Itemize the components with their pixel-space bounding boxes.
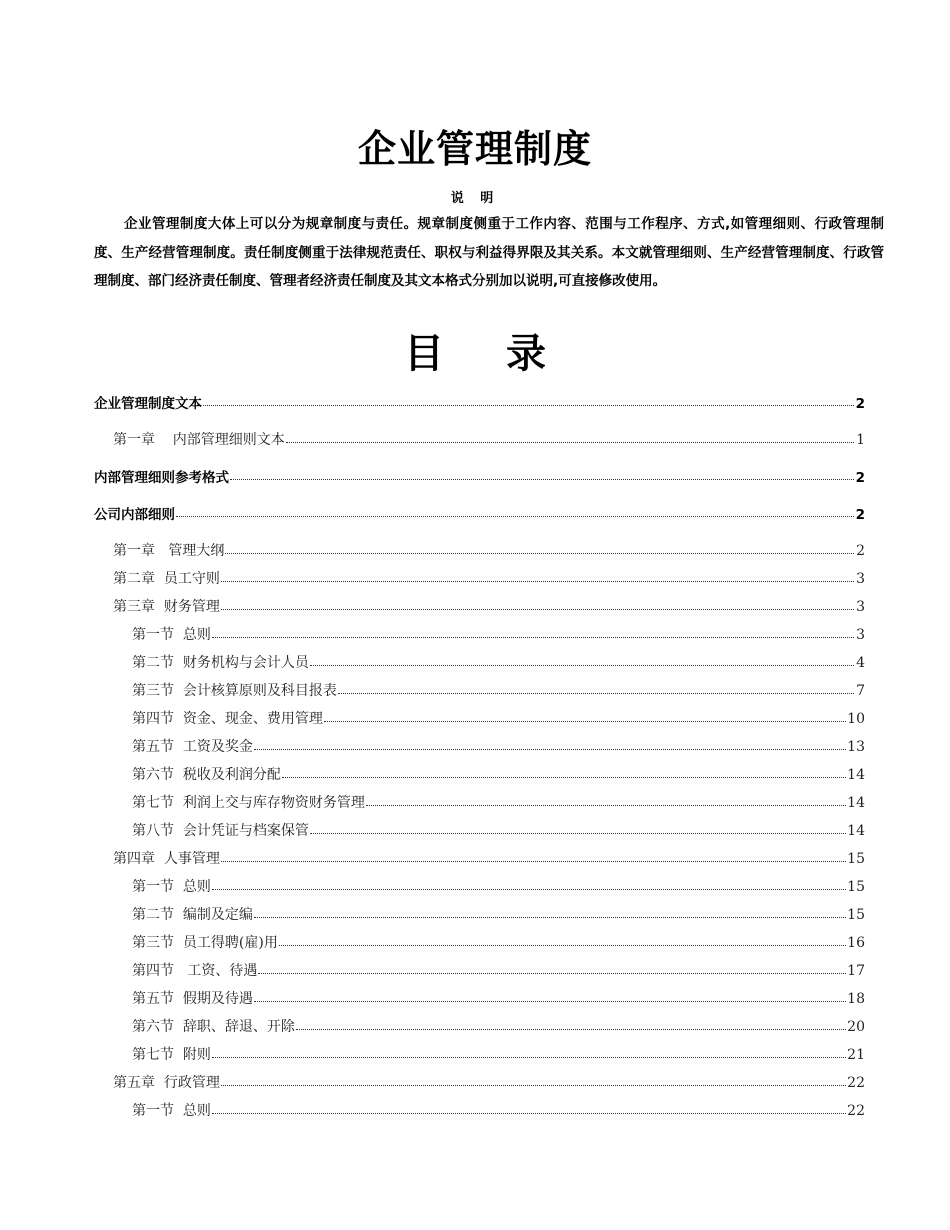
- toc-entry-page-number: 21: [847, 1047, 865, 1063]
- toc-dot-leader: [366, 792, 846, 806]
- toc-entry[interactable]: [113, 596, 865, 616]
- toc-entry[interactable]: [113, 848, 865, 868]
- toc-entry-page-number: 7: [856, 683, 865, 699]
- toc-entry-label: 第一节 总则: [132, 627, 211, 643]
- toc-entry-label: 第七节 利润上交与库存物资财务管理: [132, 795, 365, 811]
- toc-entry-label: 第二节 编制及定编: [132, 907, 253, 923]
- toc-entry[interactable]: [132, 876, 865, 896]
- toc-dot-leader: [254, 736, 846, 750]
- section-subtitle: 说 明: [450, 191, 500, 206]
- toc-entry[interactable]: [132, 1016, 865, 1036]
- toc-entry-label: 第七节 附则: [132, 1047, 211, 1063]
- toc-dot-leader: [338, 680, 854, 694]
- toc-entry-page-number: 15: [847, 851, 865, 867]
- toc-entry-page-number: 14: [847, 823, 865, 839]
- toc-entry-page-number: 14: [847, 767, 865, 783]
- toc-entry-page-number: 13: [847, 739, 865, 755]
- toc-dot-leader: [221, 568, 854, 582]
- toc-entry-label: 第五节 假期及待遇: [132, 991, 253, 1007]
- toc-dot-leader: [286, 429, 854, 443]
- toc-entry-page-number: 2: [855, 507, 865, 523]
- toc-dot-leader: [212, 1044, 846, 1058]
- document-title: 企业管理制度: [357, 127, 592, 171]
- toc-entry-page-number: 2: [855, 396, 865, 412]
- toc-entry-page-number: 1: [856, 432, 865, 448]
- intro-paragraph: 企业管理制度大体上可以分为规章制度与责任。规章制度侧重于工作内容、范围与工作程序、方式,如管理细则、行政管理制度、生产经营管理制度。责任制度侧重于法律规范责任、职权与利益得界限及其关系。本文就管理细则、生产经营管理制度、行政管理制度、部门经济责任制度、管理者经济责任制度及其文本格式分别加以说明,可直接修改使用。: [94, 216, 884, 289]
- toc-entry-label: 第五节 工资及奖金: [132, 739, 253, 755]
- toc-dot-leader: [221, 1072, 846, 1086]
- toc-dot-leader: [176, 503, 854, 517]
- toc-entry-page-number: 3: [856, 571, 865, 587]
- toc-entry-page-number: 18: [847, 991, 865, 1007]
- toc-entry-page-number: 10: [847, 711, 865, 727]
- toc-entry[interactable]: [132, 764, 865, 784]
- toc-entry-page-number: 4: [856, 655, 865, 671]
- toc-entry-label: 第六节 辞职、辞退、开除: [132, 1019, 295, 1035]
- toc-dot-leader: [203, 392, 854, 406]
- toc-entry[interactable]: [132, 988, 865, 1008]
- toc-entry-page-number: 22: [847, 1103, 865, 1119]
- toc-entry-label: 第一节 总则: [132, 1103, 211, 1119]
- toc-entry-label: 第二节 财务机构与会计人员: [132, 655, 309, 671]
- toc-entry-page-number: 22: [847, 1075, 865, 1091]
- toc-dot-leader: [254, 988, 846, 1002]
- toc-dot-leader: [324, 708, 846, 722]
- toc-entry[interactable]: [94, 466, 865, 486]
- toc-title: 目 录: [404, 331, 570, 377]
- toc-entry-label: 第四章 人事管理: [113, 851, 220, 867]
- toc-entry[interactable]: [132, 1100, 865, 1120]
- toc-dot-leader: [254, 904, 846, 918]
- toc-entry-label: 第三节 员工得聘(雇)用: [132, 935, 278, 951]
- toc-entry[interactable]: [132, 820, 865, 840]
- toc-entry[interactable]: [132, 680, 865, 700]
- toc-entry[interactable]: [113, 429, 865, 449]
- toc-dot-leader: [258, 960, 846, 974]
- toc-dot-leader: [221, 596, 854, 610]
- toc-entry-page-number: 17: [847, 963, 865, 979]
- toc-entry-label: 第五章 行政管理: [113, 1075, 220, 1091]
- toc-entry-label: 企业管理制度文本: [94, 396, 202, 412]
- toc-dot-leader: [221, 848, 846, 862]
- toc-entry-label: 第八节 会计凭证与档案保管: [132, 823, 309, 839]
- toc-entry-label: 第二章 员工守则: [113, 571, 220, 587]
- toc-dot-leader: [212, 1100, 846, 1114]
- toc-entry-label: 第三节 会计核算原则及科目报表: [132, 683, 337, 699]
- toc-entry-page-number: 20: [847, 1019, 865, 1035]
- toc-entry[interactable]: [113, 1072, 865, 1092]
- toc-dot-leader: [279, 932, 846, 946]
- toc-entry[interactable]: [132, 708, 865, 728]
- toc-dot-leader: [212, 876, 846, 890]
- toc-entry-label: 第四节 工资、待遇: [132, 963, 258, 979]
- toc-entry-page-number: 2: [856, 543, 865, 559]
- toc-entry-label: 第一章 内部管理细则文本: [113, 432, 285, 448]
- toc-entry[interactable]: [113, 540, 865, 560]
- toc-entry[interactable]: [132, 792, 865, 812]
- toc-entry-label: 第六节 税收及利润分配: [132, 767, 281, 783]
- toc-entry[interactable]: [94, 392, 865, 412]
- toc-entry[interactable]: [132, 624, 865, 644]
- toc-entry-page-number: 15: [847, 879, 865, 895]
- toc-entry-page-number: 15: [847, 907, 865, 923]
- toc-entry[interactable]: [132, 932, 865, 952]
- toc-dot-leader: [225, 540, 854, 554]
- toc-entry[interactable]: [132, 1044, 865, 1064]
- toc-entry[interactable]: [132, 736, 865, 756]
- toc-entry-page-number: 3: [856, 627, 865, 643]
- toc-entry[interactable]: [132, 652, 865, 672]
- toc-entry-page-number: 14: [847, 795, 865, 811]
- toc-dot-leader: [296, 1016, 846, 1030]
- toc-entry-label: 第四节 资金、现金、费用管理: [132, 711, 323, 727]
- toc-dot-leader: [212, 624, 854, 638]
- toc-entry-label: 第三章 财务管理: [113, 599, 220, 615]
- toc-dot-leader: [282, 764, 846, 778]
- toc-entry[interactable]: [113, 568, 865, 588]
- toc-entry-label: 内部管理细则参考格式: [94, 470, 229, 486]
- toc-dot-leader: [230, 466, 854, 480]
- toc-entry[interactable]: [132, 904, 865, 924]
- toc-entry-label: 公司内部细则: [94, 507, 175, 523]
- toc-entry-label: 第一章 管理大纲: [113, 543, 225, 559]
- toc-entry-page-number: 3: [856, 599, 865, 615]
- toc-entry[interactable]: [132, 960, 865, 980]
- toc-entry-page-number: 16: [847, 935, 865, 951]
- toc-entry-page-number: 2: [855, 470, 865, 486]
- toc-dot-leader: [310, 820, 846, 834]
- toc-entry[interactable]: [94, 503, 865, 523]
- toc-entry-label: 第一节 总则: [132, 879, 211, 895]
- toc-dot-leader: [310, 652, 854, 666]
